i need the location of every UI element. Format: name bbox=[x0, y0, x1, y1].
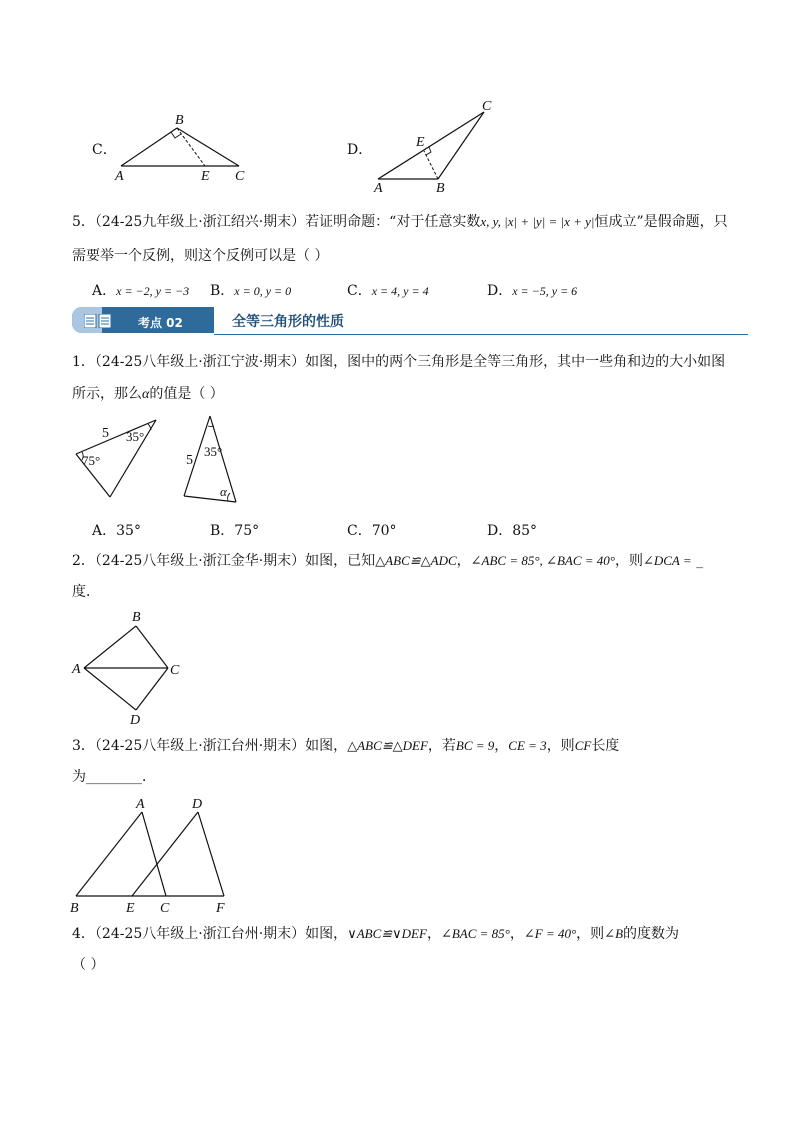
q5-prefix: （24-25九年级上·浙江绍兴·期末）若证明命题：“对于任意实数 bbox=[94, 214, 481, 230]
section-tag: 考点 02 bbox=[138, 316, 183, 330]
svg-text:35°: 35° bbox=[204, 444, 223, 459]
q1-option-b: B．75° bbox=[210, 523, 260, 539]
q5-option-b: B．x = 0, y = 0 bbox=[210, 283, 292, 299]
q1-line2: 所示，那么α的值是（ ） bbox=[72, 386, 224, 402]
vertex-c: C bbox=[482, 99, 492, 114]
q4-line2: （ ） bbox=[72, 957, 105, 973]
vertex-c: C bbox=[235, 169, 245, 184]
q3-line2: 为________． bbox=[72, 769, 156, 785]
option-d-label: D． bbox=[347, 142, 373, 158]
svg-text:C: C bbox=[160, 901, 170, 916]
triangle-figure-right bbox=[178, 410, 248, 506]
vertex-e: E bbox=[416, 135, 425, 150]
q5-math: x, y, |x| + |y| = |x + y| bbox=[480, 214, 595, 229]
q3-line1: 3．（24-25八年级上·浙江台州·期末）如图，△ABC≌△DEF，若BC = 9，CE = 3，则CF长度 bbox=[72, 738, 620, 754]
svg-text:D: D bbox=[192, 797, 203, 812]
vertex-a: A bbox=[115, 169, 124, 184]
svg-text:B: B bbox=[70, 901, 79, 916]
svg-text:E: E bbox=[126, 901, 135, 916]
q2-line1: 2．（24-25八年级上·浙江金华·期末）如图，已知△ABC≌△ADC，∠ABC = 85°, ∠BAC = 40°，则∠DCA = _ bbox=[72, 553, 704, 569]
q1-option-d: D．85° bbox=[487, 523, 538, 539]
vertex-a: A bbox=[374, 181, 383, 196]
q5-option-a: A．x = −2, y = −3 bbox=[92, 283, 190, 299]
triangle-figure-c bbox=[105, 108, 255, 184]
svg-text:F: F bbox=[216, 901, 225, 916]
triangle-figure-d bbox=[368, 96, 508, 196]
book-icon bbox=[84, 314, 114, 328]
svg-text:D: D bbox=[130, 713, 141, 728]
q1-option-c: C．70° bbox=[347, 523, 397, 539]
q4-line1: 4．（24-25八年级上·浙江台州·期末）如图，∨ABC≌∨DEF，∠BAC = 85°，∠F = 40°，则∠B的度数为 bbox=[72, 926, 680, 942]
option-c-label: C． bbox=[92, 142, 117, 158]
vertex-b: B bbox=[436, 181, 445, 196]
section-divider bbox=[214, 334, 748, 335]
svg-text:A: A bbox=[72, 662, 81, 677]
vertex-b: B bbox=[175, 113, 184, 128]
q5-option-d: D．x = −5, y = 6 bbox=[487, 283, 578, 299]
section-title: 全等三角形的性质 bbox=[232, 314, 344, 330]
q5-number: 5． bbox=[72, 214, 95, 230]
triangle-figure-left bbox=[70, 412, 170, 504]
vertex-e: E bbox=[201, 169, 210, 184]
q1-option-a: A．35° bbox=[92, 523, 141, 539]
q5-option-c: C．x = 4, y = 4 bbox=[347, 283, 429, 299]
q5-suffix: 恒成立”是假命题，只 bbox=[594, 214, 728, 230]
quadrilateral-figure-abcd bbox=[68, 604, 188, 728]
svg-text:75°: 75° bbox=[82, 453, 101, 468]
q5-line1 bbox=[72, 212, 728, 232]
svg-text:5: 5 bbox=[102, 426, 109, 441]
svg-text:35°: 35° bbox=[126, 429, 145, 444]
q1-line1: 1．（24-25八年级上·浙江宁波·期末）如图，图中的两个三角形是全等三角形，其中一些角和边的大小如图 bbox=[72, 354, 726, 370]
triangles-figure-abc-def bbox=[66, 792, 246, 918]
section-header bbox=[72, 305, 748, 335]
svg-text:α: α bbox=[220, 484, 227, 499]
svg-text:A: A bbox=[136, 797, 145, 812]
svg-text:B: B bbox=[132, 610, 141, 625]
svg-text:5: 5 bbox=[186, 453, 193, 468]
svg-text:C: C bbox=[170, 663, 180, 678]
q2-line2: 度． bbox=[72, 584, 100, 600]
q5-line2: 需要举一个反例，则这个反例可以是（ ） bbox=[72, 248, 329, 264]
